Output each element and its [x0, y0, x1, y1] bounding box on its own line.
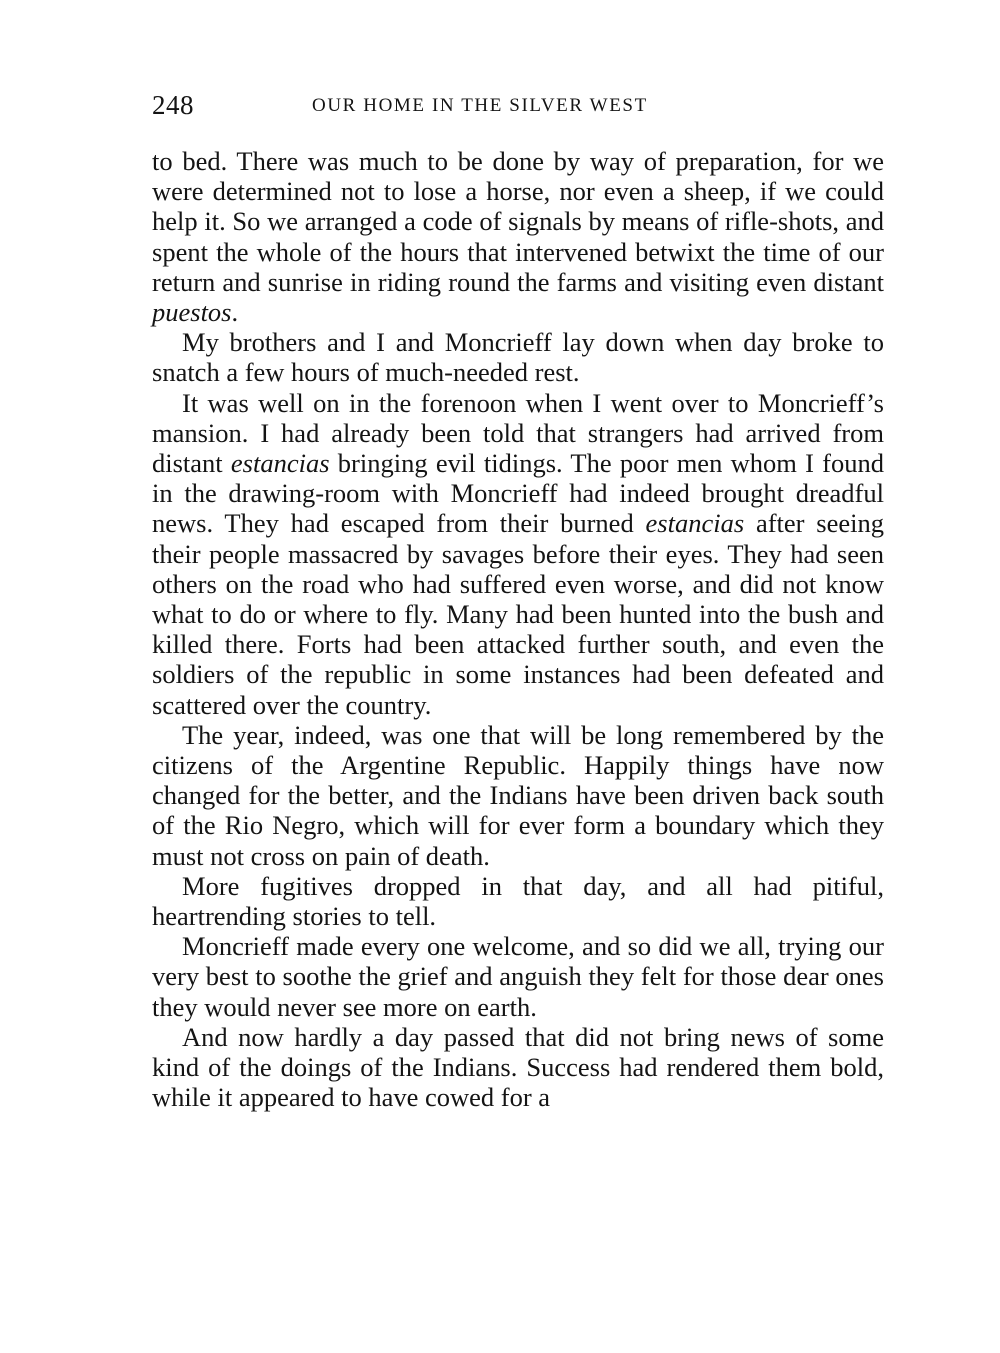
paragraph-5: [152, 871, 884, 931]
paragraph-1: [152, 146, 884, 327]
running-title: OUR HOME IN THE SILVER WEST: [312, 95, 648, 116]
text-segment: My brothers and I and Moncrieff lay down when day broke to snatch a few hours of much-needed rest.: [152, 327, 884, 388]
italic-term: puestos: [152, 297, 232, 328]
text-segment: It was well on in the forenoon when I went over to Moncrieff’s mansion. I had already been told that strangers had arrived from distant: [152, 387, 884, 479]
running-head: [152, 88, 884, 122]
paragraph-3: [152, 388, 884, 720]
text-segment: And now hardly a day passed that did not bring news of some kind of the doings of the Indians. Success had rendered them bold, while it appeared to have cowed for a: [152, 1021, 884, 1113]
italic-term: estancias: [645, 508, 745, 539]
text-segment: Moncrieff made every one welcome, and so did we all, trying our very best to soothe the grief and anguish they felt for those dear ones they would never see more on earth.: [152, 931, 884, 1022]
text-segment: More fugitives dropped in that day, and all had pitiful, heartrending stories to tell.: [152, 870, 884, 932]
text-segment: .: [231, 297, 239, 328]
paragraph-2: [152, 327, 884, 387]
paragraph-6: [152, 931, 884, 1022]
page-number: 248: [152, 90, 194, 120]
text-segment: to bed. There was much to be done by way of preparation, for we were determined not to lose a horse, nor even a sheep, if we could help it. So we arranged a code of signals by means of rifle-shots, and spent the whole of the hours that intervened betwixt the time of our return and sunrise in riding round the farms and visiting even distant: [152, 146, 884, 297]
italic-term: estancias: [230, 448, 330, 479]
paragraph-4: [152, 720, 884, 871]
body-text: [152, 146, 884, 1113]
text-segment: after seeing their people massacred by savages before their eyes. They had seen others on the road who had suffered even worse, and did not know what to do or where to fly. Many had been hunted into the bush and killed there. Forts had been attacked further south, and even the soldiers of the republic in some instances had been defeated and scattered over the country.: [152, 508, 884, 720]
paragraph-7: [152, 1022, 884, 1113]
text-segment: bringing evil tidings. The poor men whom I found in the drawing-room with Moncrieff had indeed brought dreadful news. They had escaped from their burned: [152, 448, 884, 539]
text-segment: The year, indeed, was one that will be long remembered by the citizens of the Argentine Republic. Happily things have now changed for the better, and the Indians have been driven back south of the Rio Negro, which will for ever form a boundary which they must not cross on pain of death.: [152, 719, 884, 871]
